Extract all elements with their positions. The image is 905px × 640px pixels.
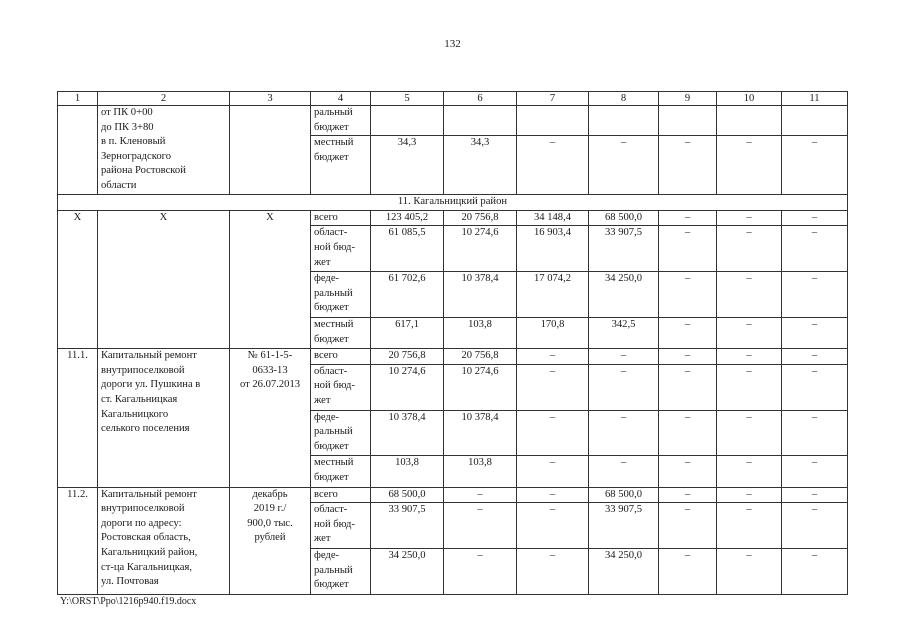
value-cell: – <box>717 548 782 594</box>
item-11-1-name: Капитальный ремонт внутрипоселковой дороги ул. Пушкина в ст. Кагальницкая Кагальницкого селького поселения <box>98 349 230 487</box>
value-cell: 10 378,4 <box>444 410 517 456</box>
value-cell: – <box>659 136 717 195</box>
funding-source-cell: феде- ральный бюджет <box>311 410 371 456</box>
value-cell: 10 378,4 <box>371 410 444 456</box>
column-header-11: 11 <box>782 92 848 106</box>
value-cell: 33 907,5 <box>589 503 659 549</box>
column-header-9: 9 <box>659 92 717 106</box>
value-cell: – <box>717 317 782 348</box>
value-cell: – <box>589 364 659 410</box>
value-cell: 617,1 <box>371 317 444 348</box>
value-cell: 10 274,6 <box>444 226 517 272</box>
value-cell: 33 907,5 <box>371 503 444 549</box>
column-header-4: 4 <box>311 92 371 106</box>
item-11-2-number: 11.2. <box>58 487 98 594</box>
value-cell: – <box>782 226 848 272</box>
value-cell: – <box>589 136 659 195</box>
value-cell: – <box>717 487 782 503</box>
value-cell: – <box>782 487 848 503</box>
value-cell: – <box>517 456 589 487</box>
funding-source-cell: област- ной бюд- жет <box>311 364 371 410</box>
value-cell: – <box>517 487 589 503</box>
value-cell: 10 274,6 <box>371 364 444 410</box>
value-cell: – <box>517 349 589 365</box>
table-header-row <box>58 92 848 106</box>
value-cell: – <box>717 136 782 195</box>
column-header-6: 6 <box>444 92 517 106</box>
value-cell: – <box>782 364 848 410</box>
column-header-5: 5 <box>371 92 444 106</box>
value-cell <box>589 106 659 136</box>
value-cell <box>717 106 782 136</box>
value-cell: – <box>717 410 782 456</box>
value-cell: – <box>717 503 782 549</box>
value-cell: – <box>659 349 717 365</box>
file-path-footer: Y:\ORST\Ppo\1216p940.f19.docx <box>60 596 197 607</box>
column-header-7: 7 <box>517 92 589 106</box>
funding-source-cell: ральный бюджет <box>311 106 371 136</box>
empty-doc-cell <box>230 106 311 195</box>
value-cell: – <box>517 503 589 549</box>
object-name-cell: от ПК 0+00 до ПК 3+80 в п. Кленовый Зерноградского района Ростовской области <box>98 106 230 195</box>
value-cell: 34,3 <box>444 136 517 195</box>
value-cell: 103,8 <box>444 317 517 348</box>
value-cell: 68 500,0 <box>589 210 659 226</box>
column-header-10: 10 <box>717 92 782 106</box>
table-row <box>58 106 848 136</box>
value-cell: 20 756,8 <box>444 349 517 365</box>
value-cell: – <box>659 487 717 503</box>
value-cell: – <box>717 272 782 318</box>
value-cell: 34 250,0 <box>371 548 444 594</box>
district-total-name: Х <box>98 210 230 348</box>
value-cell: – <box>717 349 782 365</box>
value-cell: – <box>589 456 659 487</box>
column-header-8: 8 <box>589 92 659 106</box>
value-cell: – <box>782 548 848 594</box>
value-cell: 68 500,0 <box>589 487 659 503</box>
funding-source-cell: област- ной бюд- жет <box>311 226 371 272</box>
value-cell: 342,5 <box>589 317 659 348</box>
value-cell <box>444 106 517 136</box>
value-cell: – <box>782 410 848 456</box>
district-total-document: Х <box>230 210 311 348</box>
value-cell: – <box>782 272 848 318</box>
value-cell: – <box>659 456 717 487</box>
item-11-2-document: декабрь 2019 г./ 900,0 тыс. рублей <box>230 487 311 594</box>
funding-source-cell: феде- ральный бюджет <box>311 272 371 318</box>
column-header-1: 1 <box>58 92 98 106</box>
item-11-2-row <box>58 487 848 503</box>
funding-source-cell: местный бюджет <box>311 136 371 195</box>
item-11-1-number: 11.1. <box>58 349 98 487</box>
section-title-row <box>58 195 848 211</box>
funding-source-cell: местный бюджет <box>311 317 371 348</box>
value-cell: 34 250,0 <box>589 548 659 594</box>
funding-source-cell: всего <box>311 210 371 226</box>
value-cell: 10 274,6 <box>444 364 517 410</box>
value-cell: 34,3 <box>371 136 444 195</box>
empty-num-cell <box>58 106 98 195</box>
district-total-row <box>58 210 848 226</box>
value-cell: – <box>782 456 848 487</box>
value-cell: – <box>782 317 848 348</box>
value-cell: – <box>659 272 717 318</box>
value-cell: 20 756,8 <box>444 210 517 226</box>
column-header-2: 2 <box>98 92 230 106</box>
value-cell: – <box>517 548 589 594</box>
column-header-3: 3 <box>230 92 311 106</box>
funding-source-cell: област- ной бюд- жет <box>311 503 371 549</box>
value-cell: – <box>659 548 717 594</box>
value-cell: 123 405,2 <box>371 210 444 226</box>
value-cell: – <box>717 456 782 487</box>
item-11-2-name: Капитальный ремонт внутрипоселковой дороги по адресу: Ростовская область, Кагальницкий район, ст-ца Кагальницкая, ул. Почтовая <box>98 487 230 594</box>
funding-source-cell: феде- ральный бюджет <box>311 548 371 594</box>
value-cell: 34 148,4 <box>517 210 589 226</box>
value-cell: – <box>782 210 848 226</box>
value-cell: – <box>659 410 717 456</box>
value-cell <box>371 106 444 136</box>
value-cell: – <box>517 136 589 195</box>
value-cell: 103,8 <box>444 456 517 487</box>
value-cell: 68 500,0 <box>371 487 444 503</box>
funding-source-cell: всего <box>311 349 371 365</box>
value-cell: – <box>659 210 717 226</box>
value-cell: – <box>782 349 848 365</box>
district-total-number: Х <box>58 210 98 348</box>
value-cell: 103,8 <box>371 456 444 487</box>
value-cell: – <box>517 364 589 410</box>
budget-table <box>57 91 848 595</box>
value-cell: – <box>659 503 717 549</box>
item-11-1-row <box>58 349 848 365</box>
value-cell: – <box>717 210 782 226</box>
value-cell: – <box>589 410 659 456</box>
value-cell: 20 756,8 <box>371 349 444 365</box>
value-cell: – <box>717 226 782 272</box>
value-cell: – <box>444 487 517 503</box>
value-cell: 61 702,6 <box>371 272 444 318</box>
value-cell: 33 907,5 <box>589 226 659 272</box>
value-cell: – <box>659 226 717 272</box>
value-cell <box>782 106 848 136</box>
value-cell: – <box>589 349 659 365</box>
value-cell: – <box>782 136 848 195</box>
section-title: 11. Кагальницкий район <box>58 195 848 211</box>
page-number: 132 <box>444 38 461 50</box>
value-cell: – <box>444 548 517 594</box>
value-cell: 61 085,5 <box>371 226 444 272</box>
value-cell: – <box>659 317 717 348</box>
value-cell: 34 250,0 <box>589 272 659 318</box>
value-cell: 10 378,4 <box>444 272 517 318</box>
value-cell <box>659 106 717 136</box>
value-cell: – <box>517 410 589 456</box>
value-cell: – <box>444 503 517 549</box>
value-cell: – <box>659 364 717 410</box>
item-11-1-document: № 61-1-5- 0633-13 от 26.07.2013 <box>230 349 311 487</box>
value-cell: 16 903,4 <box>517 226 589 272</box>
value-cell: – <box>717 364 782 410</box>
value-cell <box>517 106 589 136</box>
value-cell: 17 074,2 <box>517 272 589 318</box>
funding-source-cell: всего <box>311 487 371 503</box>
value-cell: 170,8 <box>517 317 589 348</box>
funding-source-cell: местный бюджет <box>311 456 371 487</box>
value-cell: – <box>782 503 848 549</box>
